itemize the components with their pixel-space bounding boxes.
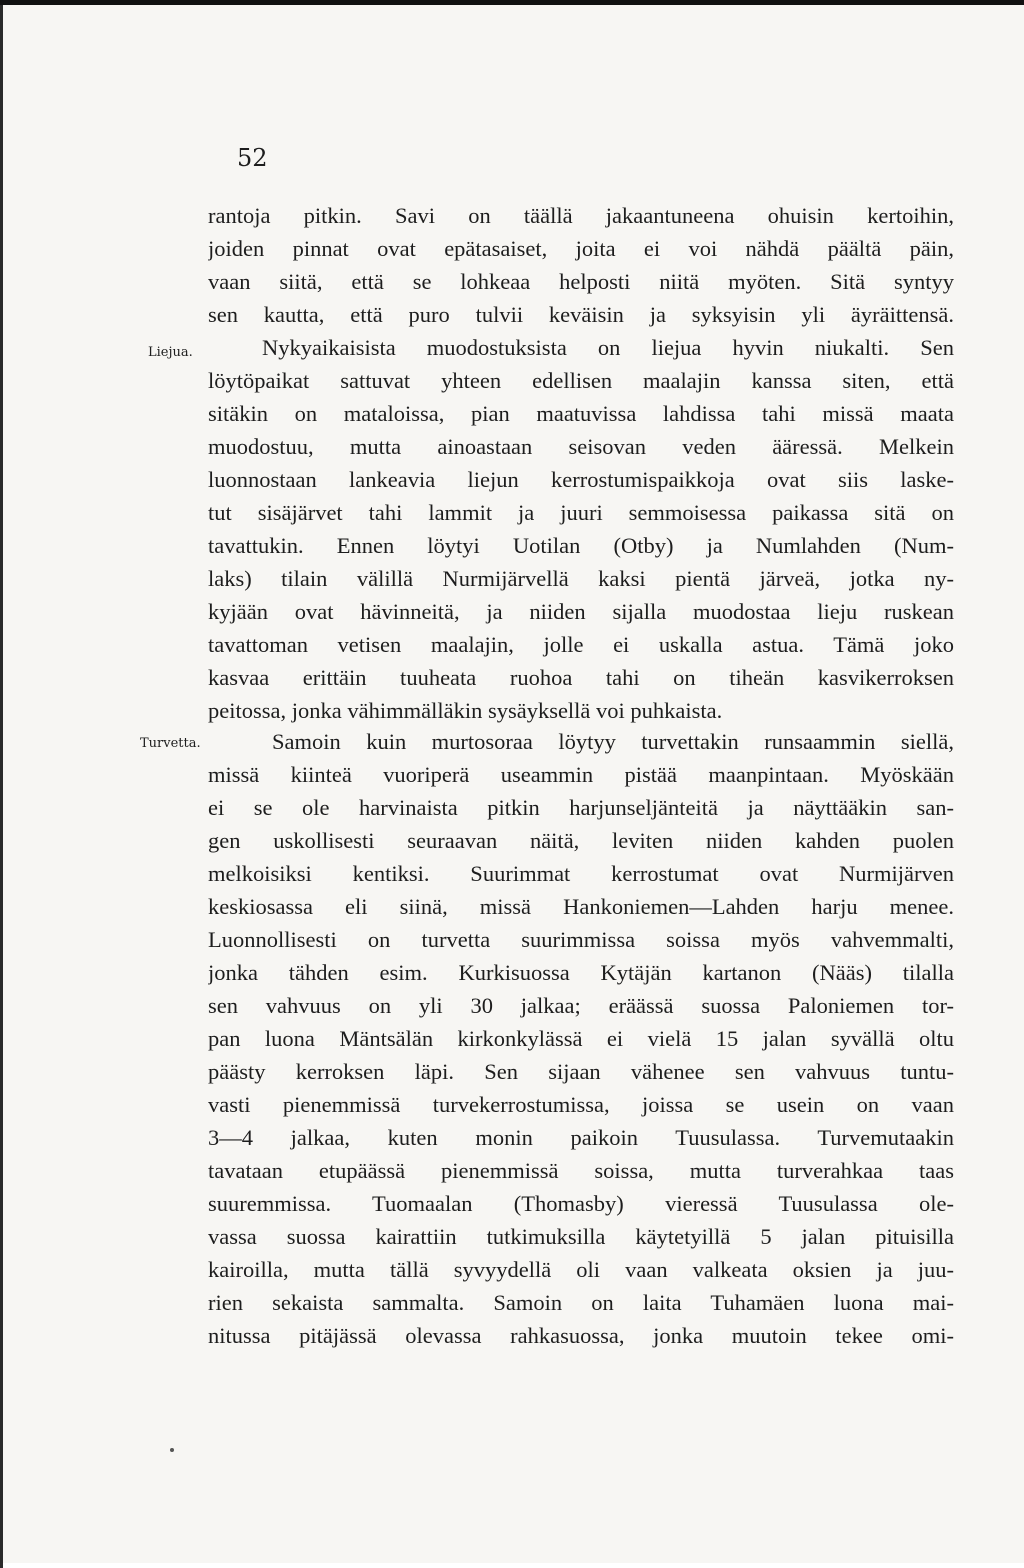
margin-note-liejua: Liejua. bbox=[148, 345, 193, 360]
text-line: pan luona Mäntsälän kirkonkylässä ei vielä 15 jalan syvällä oltu bbox=[208, 1026, 954, 1051]
text-line: luonnostaan lankeavia liejun kerrostumispaikkoja ovat siis laske- bbox=[208, 467, 954, 492]
text-line: Luonnollisesti on turvetta suurimmissa soissa myös vahvemmalti, bbox=[208, 927, 954, 952]
scan-edge bbox=[0, 5, 3, 1568]
page-number: 52 bbox=[237, 144, 268, 172]
text-line: kasvaa erittäin tuuheata ruohoa tahi on tiheän kasvikerroksen bbox=[208, 665, 954, 690]
text-line: vaan siitä, että se lohkeaa helposti niitä myöten. Sitä syntyy bbox=[208, 269, 954, 294]
text-line: Nykyaikaisista muodostuksista on liejua hyvin niukalti. Sen bbox=[262, 335, 954, 360]
text-line: jonka tähden esim. Kurkisuossa Kytäjän kartanon (Nääs) tilalla bbox=[208, 960, 954, 985]
text-line: nitussa pitäjässä olevassa rahkasuossa, jonka muutoin tekee omi- bbox=[208, 1323, 954, 1348]
text-line: laks) tilain välillä Nurmijärvellä kaksi pientä järveä, jotka ny- bbox=[208, 566, 954, 591]
text-line: vassa suossa kairattiin tutkimuksilla käytetyillä 5 jalan pituisilla bbox=[208, 1224, 954, 1249]
text-line: ei se ole harvinaista pitkin harjunseljänteitä ja näyttääkin san- bbox=[208, 795, 954, 820]
text-line: 3—4 jalkaa, kuten monin paikoin Tuusulassa. Turvemutaakin bbox=[208, 1125, 954, 1150]
text-line: missä kiinteä vuoriperä useammin pistää maanpintaan. Myöskään bbox=[208, 762, 954, 787]
text-line: peitossa, jonka vähimmälläkin sysäyksellä voi puhkaista. bbox=[208, 698, 723, 723]
margin-note-turvetta: Turvetta. bbox=[140, 736, 201, 751]
text-line: suuremmissa. Tuomaalan (Thomasby) vieressä Tuusulassa ole- bbox=[208, 1191, 954, 1216]
text-line: tut sisäjärvet tahi lammit ja juuri semmoisessa paikassa sitä on bbox=[208, 500, 954, 525]
text-line: päästy kerroksen läpi. Sen sijaan vähenee sen vahvuus tuntu- bbox=[208, 1059, 954, 1084]
text-line: sen vahvuus on yli 30 jalkaa; eräässä suossa Paloniemen tor- bbox=[208, 993, 954, 1018]
text-line: kyjään ovat hävinneitä, ja niiden sijalla muodostaa lieju ruskean bbox=[208, 599, 954, 624]
text-line: muodostuu, mutta ainoastaan seisovan veden ääressä. Melkein bbox=[208, 434, 954, 459]
text-line: rantoja pitkin. Savi on täällä jakaantuneena ohuisin kertoihin, bbox=[208, 203, 954, 228]
text-line: tavattoman vetisen maalajin, jolle ei uskalla astua. Tämä joko bbox=[208, 632, 954, 657]
text-line: rien sekaista sammalta. Samoin on laita Tuhamäen luona mai- bbox=[208, 1290, 954, 1315]
text-line: löytöpaikat sattuvat yhteen edellisen maalajin kanssa siten, että bbox=[208, 368, 954, 393]
text-line: Samoin kuin murtosoraa löytyy turvettakin runsaammin siellä, bbox=[272, 729, 954, 754]
text-line: gen uskollisesti seuraavan näitä, leviten niiden kahden puolen bbox=[208, 828, 954, 853]
text-line: joiden pinnat ovat epätasaiset, joita ei voi nähdä päältä päin, bbox=[208, 236, 954, 261]
text-line: kairoilla, mutta tällä syvyydellä oli vaan valkeata oksien ja juu- bbox=[208, 1257, 954, 1282]
text-line: sen kautta, että puro tulvii keväisin ja syksyisin yli äyräittensä. bbox=[208, 302, 954, 327]
text-line: melkoisiksi kentiksi. Suurimmat kerrostumat ovat Nurmijärven bbox=[208, 861, 954, 886]
text-line: tavattukin. Ennen löytyi Uotilan (Otby) ja Numlahden (Num- bbox=[208, 533, 954, 558]
text-line: tavataan etupäässä pienemmissä soissa, mutta turverahkaa taas bbox=[208, 1158, 954, 1183]
ink-speck bbox=[170, 1448, 174, 1452]
text-line: vasti pienemmissä turvekerrostumissa, joissa se usein on vaan bbox=[208, 1092, 954, 1117]
text-line: keskiosassa eli siinä, missä Hankoniemen—Lahden harju menee. bbox=[208, 894, 954, 919]
text-line: sitäkin on mataloissa, pian maatuvissa lahdissa tahi missä maata bbox=[208, 401, 954, 426]
